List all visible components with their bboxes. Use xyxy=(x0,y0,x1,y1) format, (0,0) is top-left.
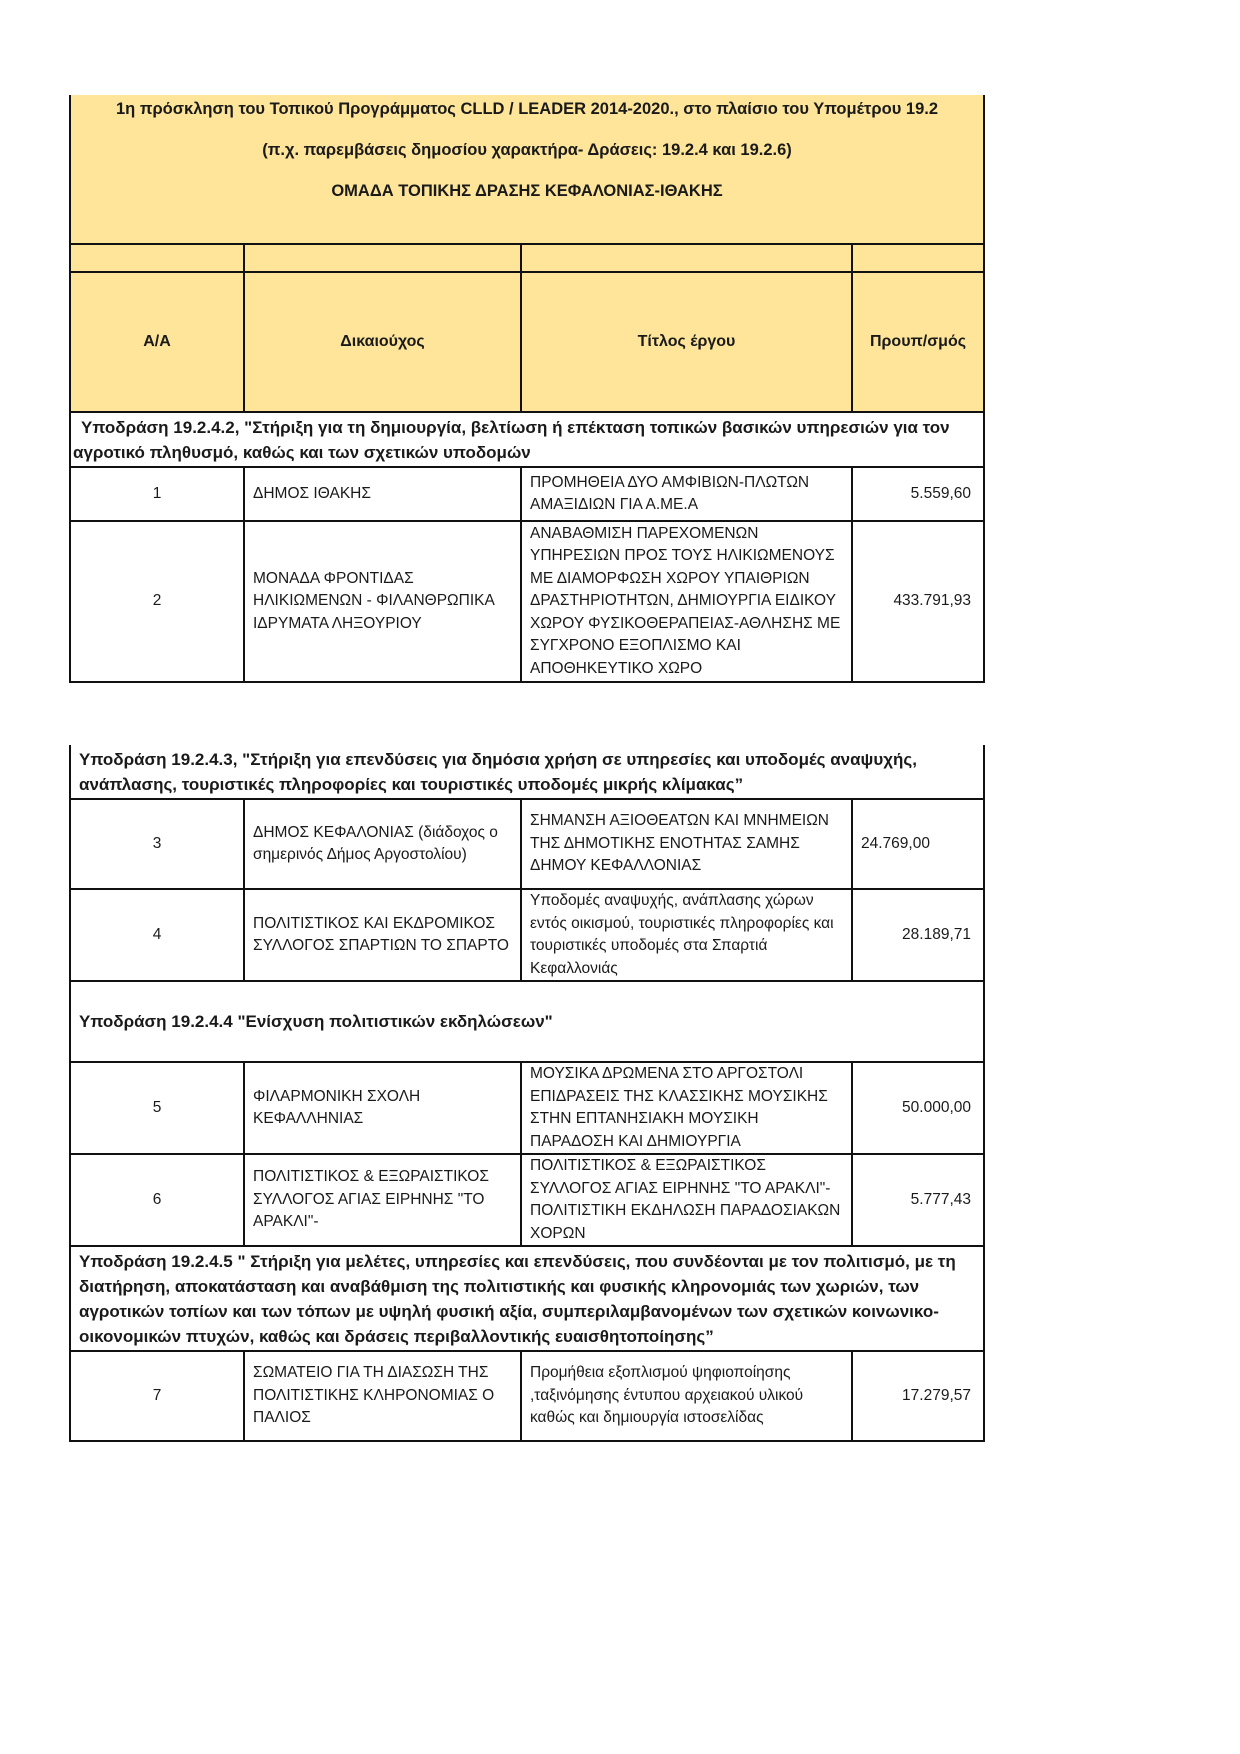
table-row xyxy=(70,521,984,682)
document-header-row xyxy=(70,95,984,244)
section-header-row xyxy=(70,1246,984,1351)
column-header-no: Α/Α xyxy=(70,272,244,412)
table-row xyxy=(70,799,984,889)
beneficiary-cell: ΠΟΛΙΤΙΣΤΙΚΟΣ ΚΑΙ ΕΚΔΡΟΜΙΚΟΣ ΣΥΛΛΟΓΟΣ ΣΠΑΡΤΙΩΝ ΤΟ ΣΠΑΡΤΟ xyxy=(244,889,521,981)
section-title: Υποδράση 19.2.4.4 "Ενίσχυση πολιτιστικών εκδηλώσεων" xyxy=(70,981,984,1062)
beneficiary-cell: ΔΗΜΟΣ ΚΕΦΑΛΟΝΙΑΣ (διάδοχος ο σημερινός Δήμος Αργοστολίου) xyxy=(244,799,521,889)
budget-cell: 5.777,43 xyxy=(852,1154,984,1246)
budget-cell: 28.189,71 xyxy=(852,889,984,981)
beneficiary-cell: ΜΟΝΑΔΑ ΦΡΟΝΤΙΔΑΣ ΗΛΙΚΙΩΜΕΝΩΝ - ΦΙΛΑΝΘΡΩΠΙΚΑ ΙΔΡΥΜΑΤΑ ΛΗΞΟΥΡΙΟΥ xyxy=(244,521,521,682)
empty-cell xyxy=(244,244,521,272)
projects-table-part-2 xyxy=(69,745,985,1442)
row-number: 7 xyxy=(70,1351,244,1441)
table-row xyxy=(70,467,984,521)
header-line-2: (π.χ. παρεμβάσεις δημοσίου χαρακτήρα- Δράσεις: 19.2.4 και 19.2.6) xyxy=(262,141,792,159)
empty-cell xyxy=(852,244,984,272)
projects-table-part-1 xyxy=(69,95,985,683)
project-title-cell: Υποδομές αναψυχής, ανάπλασης χώρων εντός οικισμού, τουριστικές πληροφορίες και τουριστικές υποδομές στα Σπαρτιά Κεφαλλονιάς xyxy=(521,889,852,981)
row-number: 5 xyxy=(70,1062,244,1154)
beneficiary-cell: ΠΟΛΙΤΙΣΤΙΚΟΣ & ΕΞΩΡΑΙΣΤΙΚΟΣ ΣΥΛΛΟΓΟΣ ΑΓΙΑΣ ΕΙΡΗΝΗΣ "ΤΟ ΑΡΑΚΛΙ"- xyxy=(244,1154,521,1246)
row-number: 1 xyxy=(70,467,244,521)
column-header-row xyxy=(70,272,984,412)
beneficiary-cell: ΔΗΜΟΣ ΙΘΑΚΗΣ xyxy=(244,467,521,521)
budget-cell: 5.559,60 xyxy=(852,467,984,521)
empty-cell xyxy=(70,244,244,272)
row-number: 4 xyxy=(70,889,244,981)
table-row xyxy=(70,889,984,981)
budget-cell: 433.791,93 xyxy=(852,521,984,682)
project-title-cell: ΠΡΟΜΗΘΕΙΑ ΔΥΟ ΑΜΦΙΒΙΩΝ-ΠΛΩΤΩΝ ΑΜΑΞΙΔΙΩΝ ΓΙΑ Α.ΜΕ.Α xyxy=(521,467,852,521)
document-header xyxy=(70,95,984,244)
beneficiary-cell: ΣΩΜΑΤΕΙΟ ΓΙΑ ΤΗ ΔΙΑΣΩΣΗ ΤΗΣ ΠΟΛΙΤΙΣΤΙΚΗΣ ΚΛΗΡΟΝΟΜΙΑΣ Ο ΠΑΛΙΟΣ xyxy=(244,1351,521,1441)
header-line-1: 1η πρόσκληση του Τοπικού Προγράμματος CLLD / LEADER 2014-2020., στο πλαίσιο του Υπομέτρου 19.2 xyxy=(116,100,939,118)
row-number: 6 xyxy=(70,1154,244,1246)
empty-cell xyxy=(521,244,852,272)
project-title-cell: ΠΟΛΙΤΙΣΤΙΚΟΣ & ΕΞΩΡΑΙΣΤΙΚΟΣ ΣΥΛΛΟΓΟΣ ΑΓΙΑΣ ΕΙΡΗΝΗΣ "ΤΟ ΑΡΑΚΛΙ"- ΠΟΛΙΤΙΣΤΙΚΗ ΕΚΔΗΛΩΣΗ ΠΑΡΑΔΟΣΙΑΚΩΝ ΧΟΡΩΝ xyxy=(521,1154,852,1246)
column-header-beneficiary: Δικαιούχος xyxy=(244,272,521,412)
budget-cell: 24.769,00 xyxy=(852,799,984,889)
budget-cell: 17.279,57 xyxy=(852,1351,984,1441)
budget-cell: 50.000,00 xyxy=(852,1062,984,1154)
row-number: 3 xyxy=(70,799,244,889)
section-title: Υποδράση 19.2.4.3, "Στήριξη για επενδύσεις για δημόσια χρήση σε υπηρεσίες και υποδομές αναψυχής, ανάπλασης, τουριστικές πληροφορίες και τουριστικές υποδομές μικρής κλίμακας” xyxy=(70,745,984,799)
table-row xyxy=(70,1154,984,1246)
row-number: 2 xyxy=(70,521,244,682)
section-header-row xyxy=(70,412,984,467)
beneficiary-cell: ΦΙΛΑΡΜΟΝΙΚΗ ΣΧΟΛΗ ΚΕΦΑΛΛΗΝΙΑΣ xyxy=(244,1062,521,1154)
section-header-row xyxy=(70,981,984,1062)
project-title-cell: Προμήθεια εξοπλισμού ψηφιοποίησης ,ταξινόμησης έντυπου αρχειακού υλικού καθώς και δημιουργία ιστοσελίδας xyxy=(521,1351,852,1441)
column-header-budget: Προυπ/σμός xyxy=(852,272,984,412)
section-title: Υποδράση 19.2.4.2, "Στήριξη για τη δημιουργία, βελτίωση ή επέκταση τοπικών βασικών υπηρεσιών για τον αγροτικό πληθυσμό, καθώς και των σχετικών υποδομών xyxy=(70,412,984,467)
header-line-3: ΟΜΑΔΑ ΤΟΠΙΚΗΣ ΔΡΑΣΗΣ ΚΕΦΑΛΟΝΙΑΣ-ΙΘΑΚΗΣ xyxy=(331,182,723,200)
table-row xyxy=(70,1351,984,1441)
project-title-cell: ΜΟΥΣΙΚΑ ΔΡΩΜΕΝΑ ΣΤΟ ΑΡΓΟΣΤΟΛΙ ΕΠΙΔΡΑΣΕΙΣ ΤΗΣ ΚΛΑΣΣΙΚΗΣ ΜΟΥΣΙΚΗΣ ΣΤΗΝ ΕΠΤΑΝΗΣΙΑΚΗ ΜΟΥΣΙΚΗ ΠΑΡΑΔΟΣΗ ΚΑΙ ΔΗΜΙΟΥΡΓΙΑ xyxy=(521,1062,852,1154)
table-row xyxy=(70,1062,984,1154)
column-header-project-title: Τίτλος έργου xyxy=(521,272,852,412)
section-header-row xyxy=(70,745,984,799)
empty-row xyxy=(70,244,984,272)
project-title-cell: ΑΝΑΒΑΘΜΙΣΗ ΠΑΡΕΧΟΜΕΝΩΝ ΥΠΗΡΕΣΙΩΝ ΠΡΟΣ ΤΟΥΣ ΗΛΙΚΙΩΜΕΝΟΥΣ ΜΕ ΔΙΑΜΟΡΦΩΣΗ ΧΩΡΟΥ ΥΠΑΙΘΡΙΩΝ ΔΡΑΣΤΗΡΙΟΤΗΤΩΝ, ΔΗΜΙΟΥΡΓΙΑ ΕΙΔΙΚΟΥ ΧΩΡΟΥ ΦΥΣΙΚΟΘΕΡΑΠΕΙΑΣ-ΑΘΛΗΣΗΣ ΜΕ ΣΥΓΧΡΟΝΟ ΕΞΟΠΛΙΣΜΟ ΚΑΙ ΑΠΟΘΗΚΕΥΤΙΚΟ ΧΩΡΟ xyxy=(521,521,852,682)
section-title: Υποδράση 19.2.4.5 " Στήριξη για μελέτες, υπηρεσίες και επενδύσεις, που συνδέονται με τον πολιτισμό, με τη διατήρηση, αποκατάσταση και αναβάθμιση της πολιτιστικής και φυσικής κληρονομιάς των χωριών, των αγροτικών τοπίων και των τόπων με υψηλή φυσική αξία, συμπεριλαμβανομένων των σχετικών κοινωνικο-οικονομικών πτυχών, καθώς και δράσεις περιβαλλοντικής ευαισθητοποίησης” xyxy=(70,1246,984,1351)
project-title-cell: ΣΗΜΑΝΣΗ ΑΞΙΟΘΕΑΤΩΝ ΚΑΙ ΜΝΗΜΕΙΩΝ ΤΗΣ ΔΗΜΟΤΙΚΗΣ ΕΝΟΤΗΤΑΣ ΣΑΜΗΣ ΔΗΜΟΥ ΚΕΦΑΛΛΟΝΙΑΣ xyxy=(521,799,852,889)
